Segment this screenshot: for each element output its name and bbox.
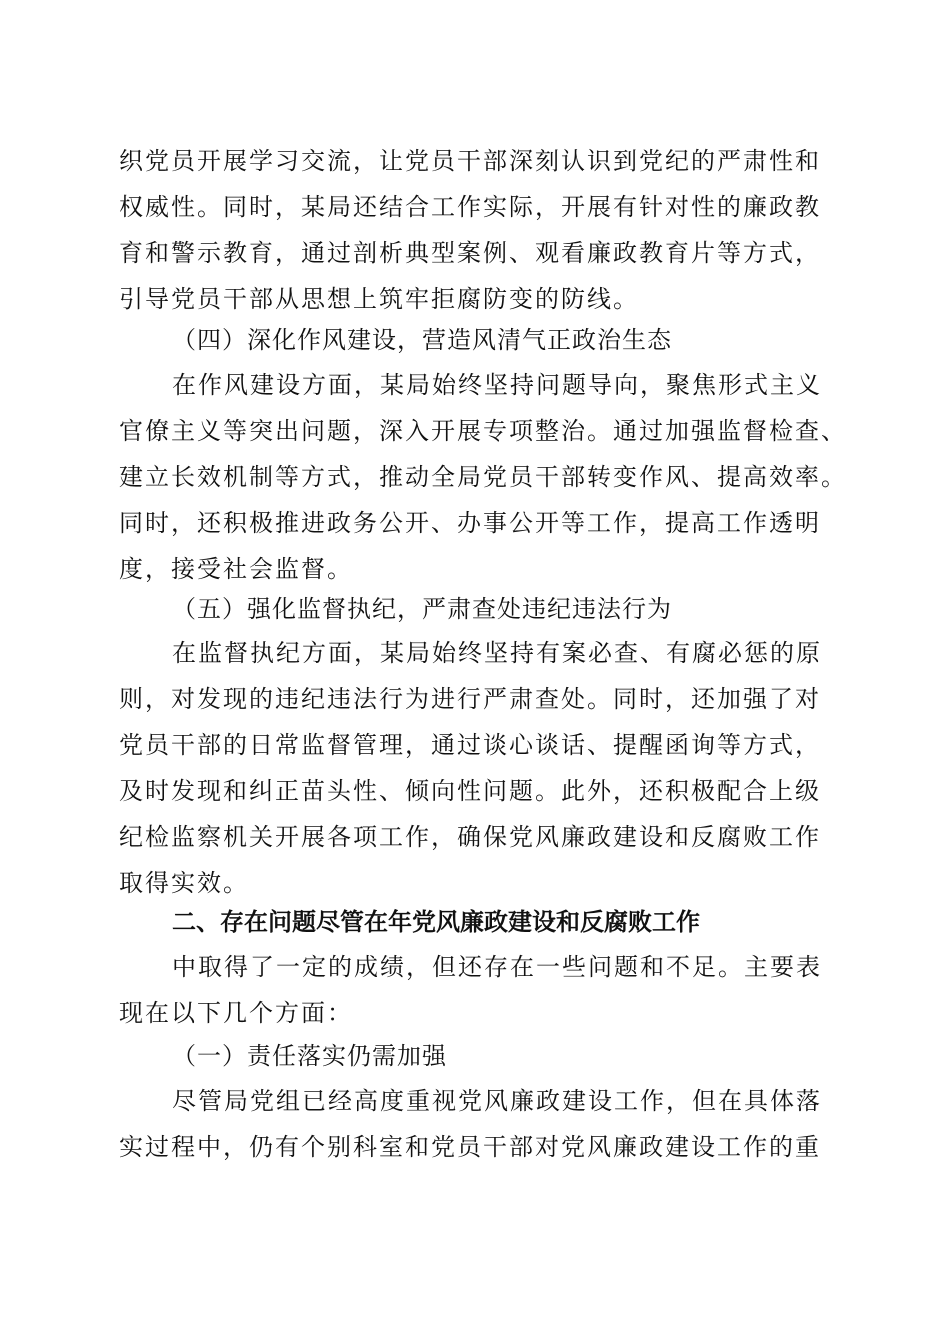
paragraph-line: 取得实效。 [119, 869, 249, 897]
paragraph-line: 建立长效机制等方式，推动全局党员干部转变作风、提高效率。 [119, 463, 847, 491]
paragraph-line: 在监督执纪方面，某局始终坚持有案必查、有腐必惩的原 [172, 639, 822, 667]
paragraph-line: 育和警示教育，通过剖析典型案例、观看廉政教育片等方式， [119, 239, 821, 267]
paragraph-line: 尽管局党组已经高度重视党风廉政建设工作，但在具体落 [172, 1087, 822, 1115]
intro-paragraph [119, 138, 831, 322]
paragraph-line: 实过程中，仍有个别科室和党员干部对党风廉政建设工作的重 [119, 1133, 821, 1161]
paragraph-line: 官僚主义等突出问题，深入开展专项整治。通过加强监督检查、 [119, 417, 847, 445]
paragraph-line: 及时发现和纠正苗头性、倾向性问题。此外，还积极配合上级 [119, 777, 821, 805]
subsection-1-paragraph [119, 1078, 831, 1170]
paragraph-line: 现在以下几个方面： [119, 999, 353, 1027]
paragraph-line: 同时，还积极推进政务公开、办事公开等工作，提高工作透明 [119, 509, 821, 537]
section-heading-5: （五）强化监督执纪，严肃查处违纪违法行为 [172, 595, 672, 623]
paragraph-line: 引导党员干部从思想上筑牢拒腐防变的防线。 [119, 285, 639, 313]
part-2-paragraph [119, 944, 831, 1036]
paragraph-line: 则，对发现的违纪违法行为进行严肃查处。同时，还加强了对 [119, 685, 821, 713]
paragraph-line: 织党员开展学习交流，让党员干部深刻认识到党纪的严肃性和 [119, 147, 821, 175]
paragraph-line: 度，接受社会监督。 [119, 555, 353, 583]
paragraph-line: 权威性。同时，某局还结合工作实际，开展有针对性的廉政教 [119, 193, 821, 221]
paragraph-line: 纪检监察机关开展各项工作，确保党风廉政建设和反腐败工作 [119, 823, 821, 851]
paragraph-line: 党员干部的日常监督管理，通过谈心谈话、提醒函询等方式， [119, 731, 821, 759]
section-heading-4: （四）深化作风建设，营造风清气正政治生态 [172, 326, 672, 354]
section-5-paragraph [119, 630, 831, 906]
paragraph-line: 中取得了一定的成绩，但还存在一些问题和不足。主要表 [172, 953, 822, 981]
part-2-heading: 二、存在问题尽管在年党风廉政建设和反腐败工作 [172, 908, 700, 936]
paragraph-line: 在作风建设方面，某局始终坚持问题导向，聚焦形式主义 [172, 371, 822, 399]
subsection-heading-1: （一）责任落实仍需加强 [172, 1042, 447, 1070]
section-4-paragraph [119, 362, 847, 592]
